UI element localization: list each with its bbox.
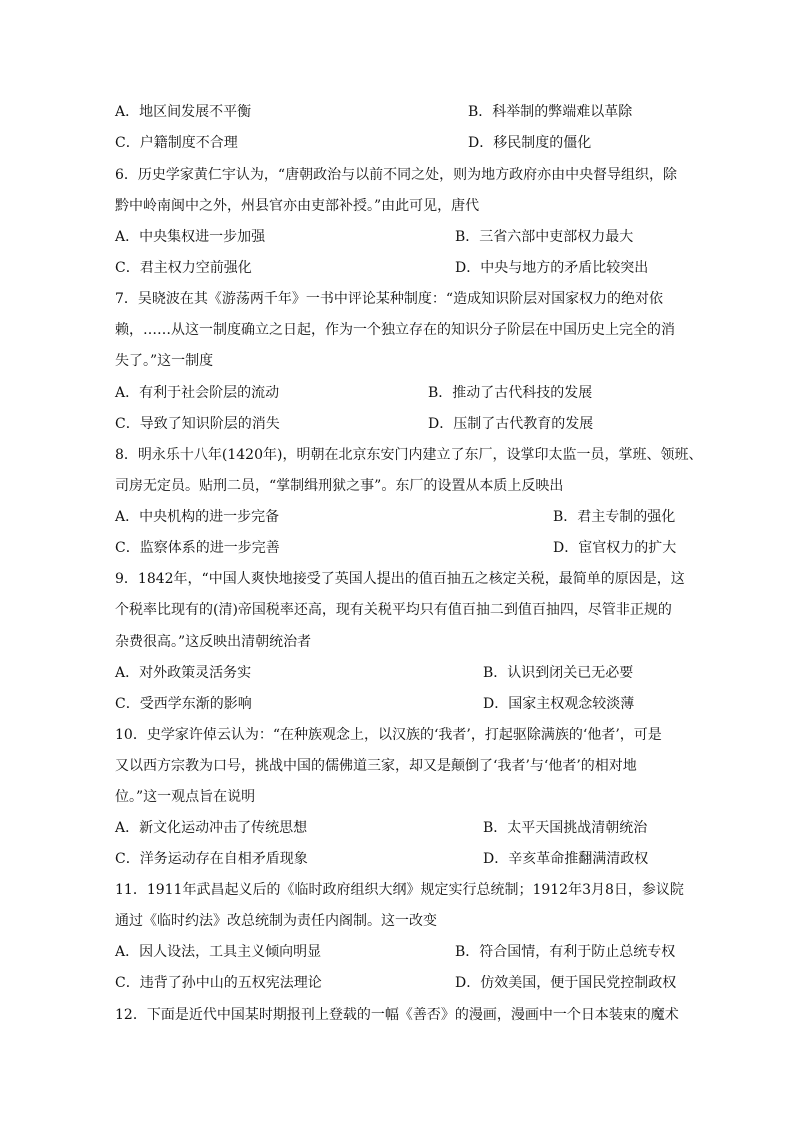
answer-option: B．推动了古代科技的发展 (428, 385, 593, 401)
answer-option: A．中央机构的进一步完备 (115, 509, 280, 525)
answer-option: D．移民制度的僵化 (468, 135, 592, 151)
question-line: 8．明永乐十八年(1420年)，明朝在北京东安门内建立了东厂，设掌印太监一员，掌班、领班、 (115, 447, 703, 463)
answer-option: A．地区间发展不平衡 (115, 104, 252, 120)
question-line: 9．1842年，“中国人爽快地接受了英国人提出的值百抽五之核定关税，最简单的原因是，这 (115, 571, 685, 587)
answer-option: D．国家主权观念较淡薄 (483, 696, 635, 712)
question-line: 12．下面是近代中国某时期报刊上登载的一幅《善否》的漫画，漫画中一个日本装束的魔术 (115, 1007, 679, 1023)
question-line: 11．1911年武昌起义后的《临时政府组织大纲》规定实行总统制；1912年3月8日，参议院 (115, 882, 684, 898)
answer-option: C．君主权力空前强化 (115, 260, 252, 276)
answer-option: A．对外政策灵活务实 (115, 665, 252, 681)
answer-option: B．三省六部中吏部权力最大 (455, 229, 634, 245)
answer-option: C．户籍制度不合理 (115, 135, 238, 151)
question-line: 失了。”这一制度 (115, 353, 214, 369)
answer-option: D．辛亥革命推翻满清政权 (483, 851, 649, 867)
answer-option: D．宦官权力的扩大 (553, 540, 677, 556)
question-line: 又以西方宗教为口号，挑战中国的儒佛道三家，却又是颠倒了‘我者’与‘他者’的相对地 (115, 758, 637, 774)
answer-option: D．仿效美国，便于国民党控制政权 (455, 975, 677, 991)
answer-option: C．洋务运动存在自相矛盾现象 (115, 851, 308, 867)
answer-option: D．压制了古代教育的发展 (428, 416, 594, 432)
question-line: 通过《临时约法》改总统制为责任内阁制。这一改变 (115, 913, 437, 929)
answer-option: B．认识到闭关已无必要 (483, 665, 634, 681)
answer-option: B．太平天国挑战清朝统治 (483, 820, 648, 836)
question-line: 司房无定员。贴刑二员，“掌制缉刑狱之事”。东厂的设置从本质上反映出 (115, 478, 564, 494)
answer-option: C．受西学东渐的影响 (115, 696, 252, 712)
question-line: 个税率比现有的(清)帝国税率还高，现有关税平均只有值百抽二到值百抽四，尽管非正规的 (115, 602, 672, 618)
answer-option: A．中央集权进一步加强 (115, 229, 266, 245)
answer-option: B．君主专制的强化 (553, 509, 676, 525)
question-line: 黔中岭南闽中之外，州县官亦由吏部补授。”由此可见，唐代 (115, 198, 480, 214)
answer-option: A．因人设法，工具主义倾向明显 (115, 944, 322, 960)
question-line: 7．吴晓波在其《游荡两千年》一书中评论某种制度：“造成知识阶层对国家权力的绝对依 (115, 291, 664, 307)
question-line: 杂费很高。”这反映出清朝统治者 (115, 634, 312, 650)
question-line: 赖，……从这一制度确立之日起，作为一个独立存在的知识分子阶层在中国历史上完全的消 (115, 322, 675, 338)
answer-option: A．新文化运动冲击了传统思想 (115, 820, 308, 836)
question-line: 6．历史学家黄仁宇认为，“唐朝政治与以前不同之处，则为地方政府亦由中央督导组织，除 (115, 167, 678, 183)
answer-option: C．违背了孙中山的五权宪法理论 (115, 975, 322, 991)
answer-option: A．有利于社会阶层的流动 (115, 385, 280, 401)
answer-option: B．科举制的弊端难以革除 (468, 104, 633, 120)
answer-option: D．中央与地方的矛盾比较突出 (455, 260, 649, 276)
question-line: 位。”这一观点旨在说明 (115, 789, 256, 805)
answer-option: C．监察体系的进一步完善 (115, 540, 280, 556)
question-line: 10．史学家许倬云认为：“在种族观念上，以汉族的‘我者’，打起驱除满族的‘他者’，可是 (115, 727, 662, 743)
answer-option: B．符合国情，有利于防止总统专权 (455, 944, 676, 960)
answer-option: C．导致了知识阶层的消失 (115, 416, 280, 432)
